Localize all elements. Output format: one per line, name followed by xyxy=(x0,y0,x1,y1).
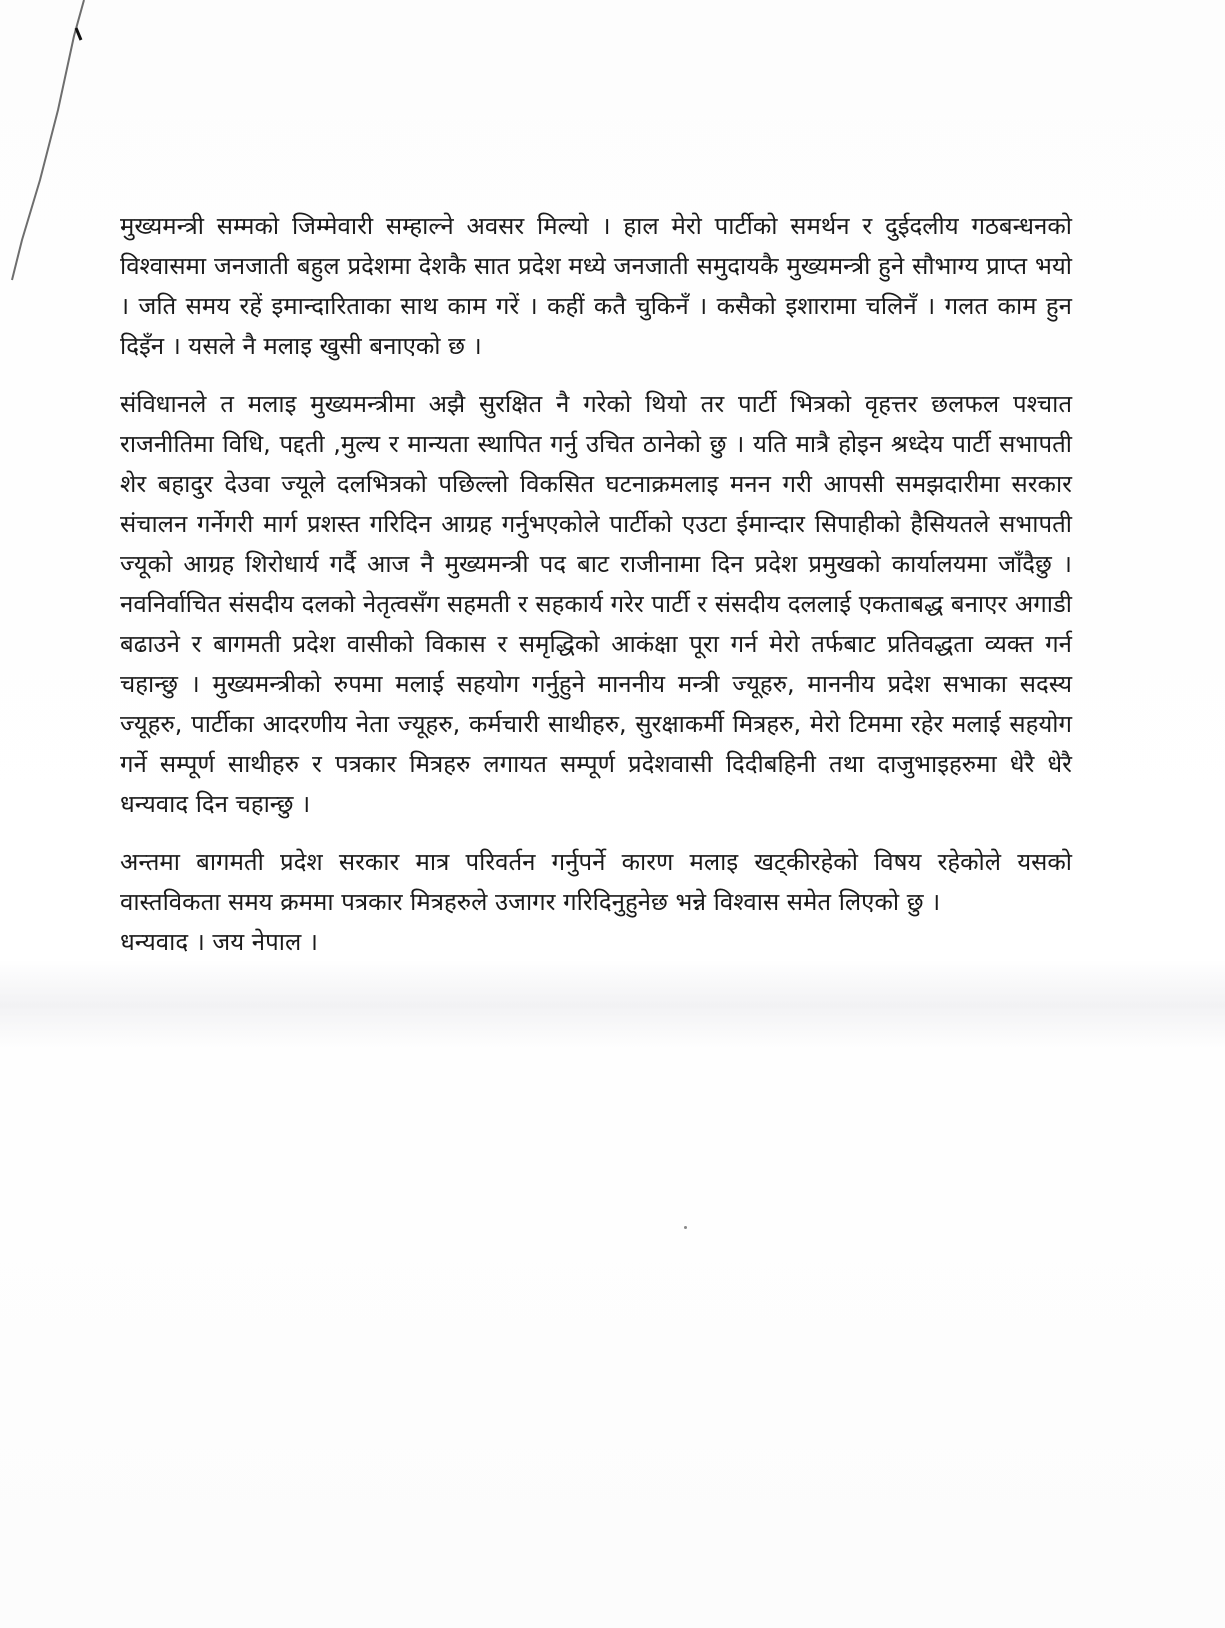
scan-shadow xyxy=(0,960,1225,1050)
page-edge-shadow-line xyxy=(0,0,100,300)
closing-line: धन्यवाद । जय नेपाल । xyxy=(120,928,318,956)
paragraph-1: मुख्यमन्त्री सम्मको जिम्मेवारी सम्हाल्ने अवसर मिल्यो । हाल मेरो पार्टीको समर्थन र दुईदलीय गठबन्धनको विश्वासमा जनजाती बहुल प्रदेशमा देशकै सात प्रदेश मध्ये जनजाती समुदायकै मुख्यमन्त्री हुने सौभाग्य प्राप्त भयो । जति समय रहें इमान्दारिताका साथ काम गरें । कहीं कतै चुकिनँ । कसैको इशारामा चलिनँ । गलत काम हुन दिइँन । यसले नै मलाइ खुसी बनाएको छ । xyxy=(120,212,1072,360)
scan-speck xyxy=(684,1226,687,1229)
paragraph-2: संविधानले त मलाइ मुख्यमन्त्रीमा अझै सुरक्षित नै गरेको थियो तर पार्टी भित्रको वृहत्तर छलफल पश्चात राजनीतिमा विधि, पद्दती ,मुल्य र मान्यता स्थापित गर्नु उचित ठानेको छु । यति मात्रै होइन श्रध्देय पार्टी सभापती शेर बहादुर देउवा ज्यूले दलभित्रको पछिल्लो विकसित घटनाक्रमलाइ मनन गरी आपसी समझदारीमा सरकार संचालन गर्नेगरी मार्ग प्रशस्त गरिदिन आग्रह गर्नुभएकोले पार्टीको एउटा ईमान्दार सिपाहीको हैसियतले सभापती ज्यूको आग्रह शिरोधार्य गर्दै आज नै मुख्यमन्त्री पद बाट राजीनामा दिन प्रदेश प्रमुखको कार्यालयमा जाँदैछु । नवनिर्वाचित संसदीय दलको नेतृत्वसँग सहमती र सहकार्य गरेर पार्टी र संसदीय दललाई एकताबद्ध बनाएर अगाडी बढाउने र बागमती प्रदेश वासीको विकास र समृद्धिको आकंक्षा पूरा गर्न मेरो तर्फबाट प्रतिवद्धता व्यक्त गर्न चहान्छु । मुख्यमन्त्रीको रुपमा मलाई सहयोग गर्नुहुने माननीय मन्त्री ज्यूहरु, माननीय प्रदेश सभाका सदस्य ज्यूहरु, पार्टीका आदरणीय नेता ज्यूहरु, कर्मचारी साथीहरु, सुरक्षाकर्मी मित्रहरु, मेरो टिममा रहेर मलाई सहयोग गर्ने सम्पूर्ण साथीहरु र पत्रकार मित्रहरु लगायत सम्पूर्ण प्रदेशवासी दिदीबहिनी तथा दाजुभाइहरुमा धेरै धेरै धन्यवाद दिन चहान्छु । xyxy=(120,390,1072,818)
paragraph-3: अन्तमा बागमती प्रदेश सरकार मात्र परिवर्तन गर्नुपर्ने कारण मलाइ खट्कीरहेको विषय रहेकोले यसको वास्तविकता समय क्रममा पत्रकार मित्रहरुले उजागर गरिदिनुहुनेछ भन्ने विश्वास समेत लिएको छु । xyxy=(120,848,1072,916)
document-body xyxy=(120,206,1072,962)
